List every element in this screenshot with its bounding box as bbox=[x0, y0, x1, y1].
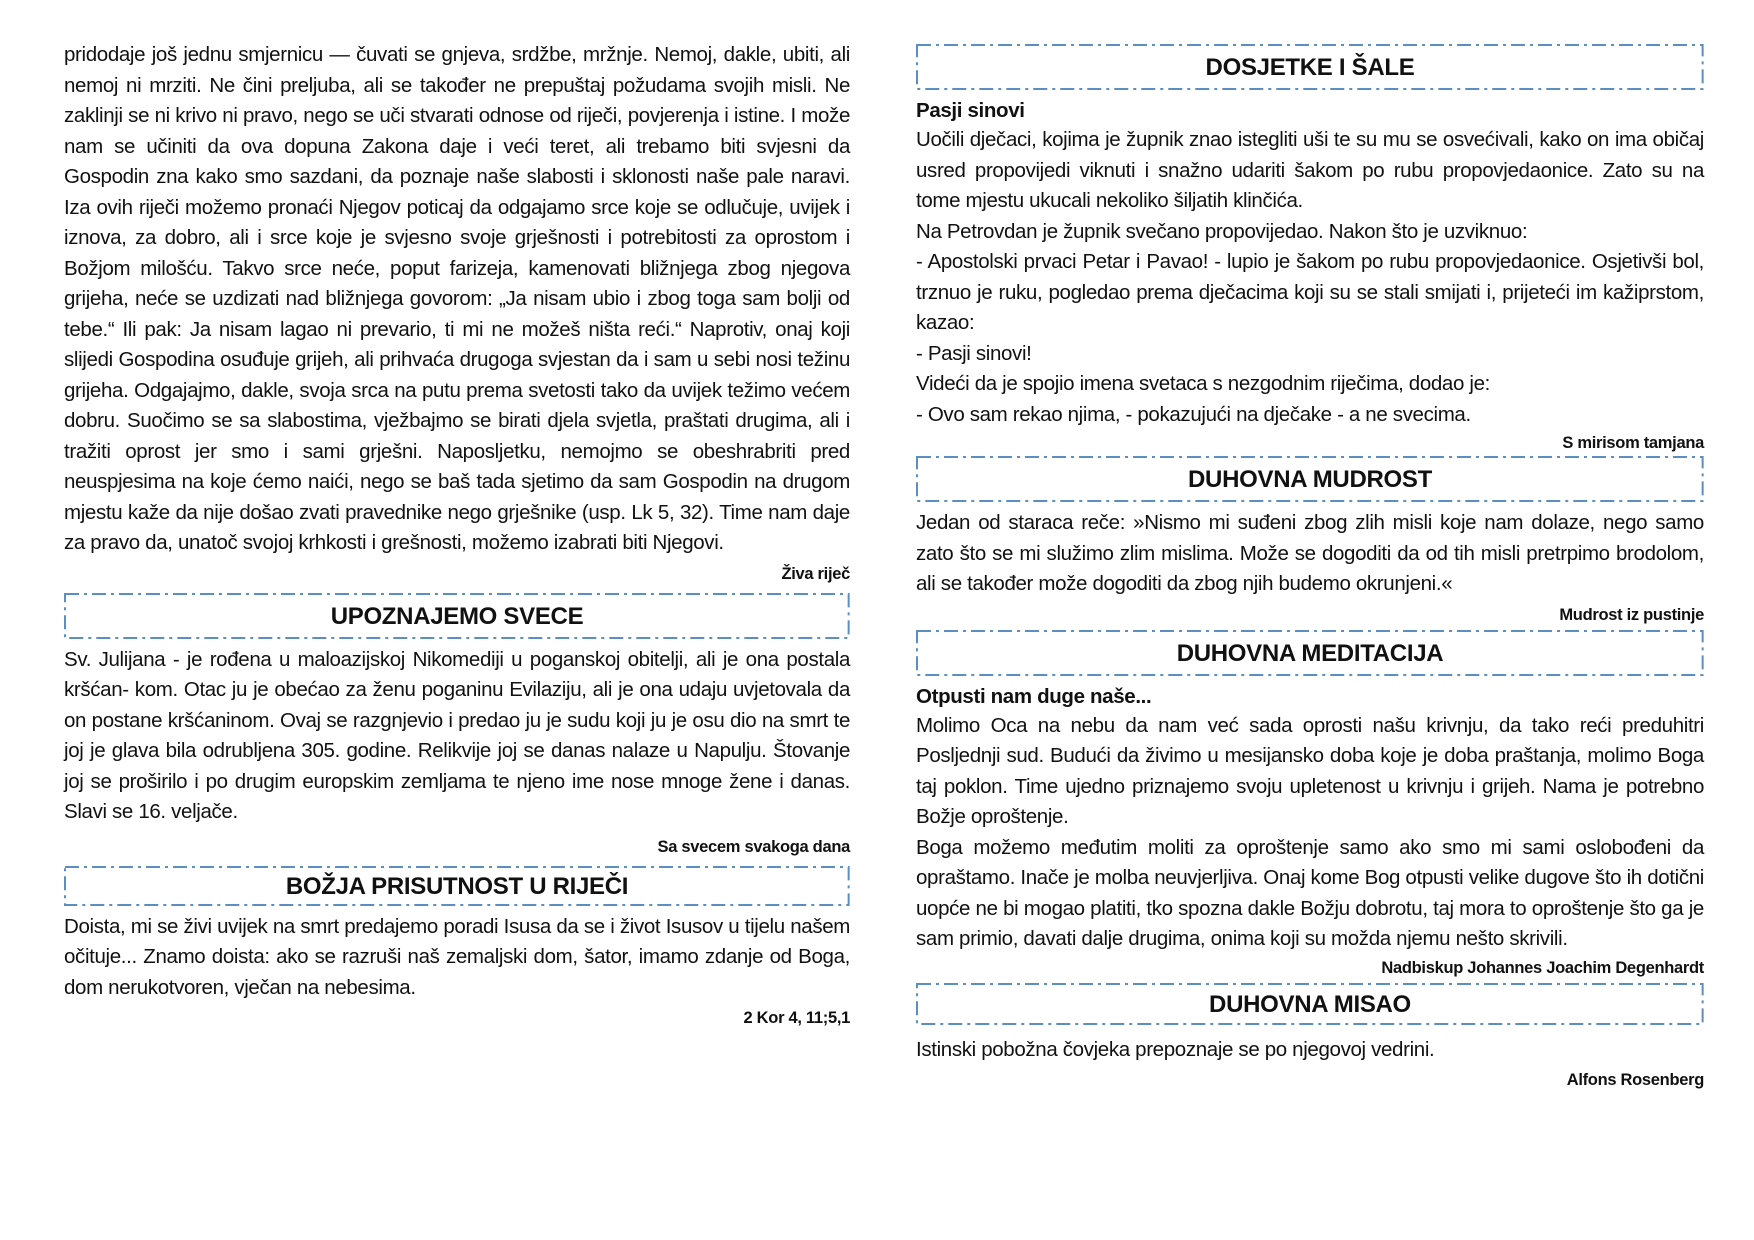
intro-section bbox=[64, 40, 850, 587]
joke-line: Uočili dječaci, kojima je župnik znao istegliti uši te su mu se osvećivali, kako on ima običaj usred propovijedi viknuti i snažno udariti šakom po rubu propovjedaonice. Zato su na tome mjestu ukucali nekoliko šiljatih klinčića. bbox=[916, 128, 1704, 212]
meditation-source: Nadbiskup Johannes Joachim Degenhardt bbox=[1381, 958, 1704, 977]
jokes-subtitle: Pasji sinovi bbox=[916, 99, 1025, 122]
section-heading-box bbox=[916, 456, 1704, 502]
section-heading-box bbox=[64, 866, 850, 906]
meditation-subtitle: Otpusti nam duge naše... bbox=[916, 684, 1152, 708]
thought-paragraph: Istinski pobožna čovjeka prepoznaje se po njegovoj vedrini. bbox=[916, 1037, 1435, 1061]
section-heading-box bbox=[64, 593, 850, 639]
meditation-section bbox=[916, 630, 1704, 981]
meditation-paragraph: Molimo Oca na nebu da nam već sada oprosti našu krivnju, da tako reći preduhitri Posljednji sud. Budući da živimo u mesijansko doba koje je doba praštanja, molimo Boga taj poklon. Time ujedno priznajemo svoju upletenost u krivnju i grijeh. Nama je potrebno Božje oproštenje. bbox=[916, 713, 1704, 828]
wisdom-heading: DUHOVNA MUDROST bbox=[1188, 466, 1432, 493]
joke-line: - Ovo sam rekao njima, - pokazujući na dječake - a ne svecima. bbox=[916, 402, 1471, 426]
presence-heading: BOŽJA PRISUTNOST U RIJEČI bbox=[285, 872, 629, 900]
wisdom-source: Mudrost iz pustinje bbox=[1559, 605, 1704, 624]
thought-heading: DUHOVNA MISAO bbox=[1209, 990, 1411, 1018]
joke-line: Videći da je spojio imena svetaca s nezgodnim riječima, dodao je: bbox=[916, 372, 1490, 395]
wisdom-section bbox=[916, 456, 1704, 628]
thought-section bbox=[916, 983, 1704, 1094]
saints-section bbox=[64, 593, 850, 860]
wisdom-paragraph: Jedan od staraca reče: »Nismo mi suđeni zbog zlih misli koje nam dolaze, nego samo zato što se mi služimo zlim mislima. Može se dogoditi da od tih misli pretrpimo brodolom, ali se također može dogoditi da zbog njih budemo okrunjeni.« bbox=[916, 511, 1704, 595]
meditation-heading: DUHOVNA MEDITACIJA bbox=[1176, 639, 1444, 667]
intro-paragraph: pridodaje još jednu smjernicu — čuvati se gnjeva, srdžbe, mržnje. Nemoj, dakle, ubiti, ali nemoj ni mrziti. Ne čini preljuba, ali se također ne prepuštaj požudama svojih misli. Ne zaklinji se ni krivo ni pravo, nego se uči stvarati odnose od riječi, povjerenja i istine. I može nam se učiniti da ova dopuna Zakona daje i veći teret, ali trebamo biti svjesni da Gospodin zna kako smo sazdani, da poznaje naše slabosti i sklonosti naše pale naravi. Iza ovih riječi možemo pronaći Njegov poticaj da odgajamo srce koje se odlučuje, uvijek i iznova, za dobro, ali i srce koje je svjesno svoje grješnosti i potrebitosti za oprostom i Božjom milošću. Takvo srce neće, poput farizeja, kamenovati bližnjega zbog njegova grijeha, neće se uzdizati nad bližnjega govorom: „Ja nisam ubio i zbog toga sam bolji od tebe.“ Ili pak: Ja nisam lagao ni prevario, ti mi ne možeš ništa reći.“ Naprotiv, onaj koji slijedi Gospodina osuđuje grijeh, ali prihvaća drugoga svjestan da i sam u sebi nosi težinu grijeha. Odgajajmo, dakle, svoja srca na putu prema svetosti tako da uvijek težimo većem dobru. Suočimo se sa slabostima, vježbajmo se birati djela svjetla, praštati drugima, ali i tražiti oprost jer smo i sami grješni. Naposljetku, nemojmo se obeshrabriti pred neuspjesima na koje ćemo naići, nego se baš tada sjetimo da sam Gospodin na drugom mjestu kaže da nije došao zvati pravednike nego grješnike (usp. Lk 5, 32). Time nam daje za pravo da, unatoč svojoj krhkosti i grešnosti, možemo izabrati biti Njegovi. bbox=[64, 43, 850, 554]
meditation-paragraph: Boga možemo međutim moliti za oproštenje samo ako smo mi sami oslobođeni da opraštamo. Inače je molba neuvjerljiva. Onaj kome Bog otpusti velike dugove što ih dotični uopće ne bi mogao platiti, tko spozna dakle Božju dobrotu, taj mora to oproštenje što ga je sam primio, davati dalje drugima, onima koji su možda njemu nešto skrivili. bbox=[916, 835, 1704, 950]
right-column bbox=[916, 44, 1704, 1093]
presence-section bbox=[64, 866, 850, 1032]
joke-line: - Pasji sinovi! bbox=[916, 341, 1032, 365]
jokes-section bbox=[916, 44, 1704, 456]
section-heading-box bbox=[916, 630, 1704, 676]
jokes-source: S mirisom tamjana bbox=[1562, 434, 1704, 452]
saints-heading: UPOZNAJEMO SVECE bbox=[330, 602, 584, 630]
presence-paragraph: Doista, mi se živi uvijek na smrt predajemo poradi Isusa da se i život Isusov u tijelu našem očituje... Znamo doista: ako se razruši naš zemaljski dom, šator, imamo zdanje od Boga, dom nerukotvoren, vječan na nebesima. bbox=[64, 914, 850, 999]
section-heading-box bbox=[916, 44, 1704, 90]
joke-line: - Apostolski prvaci Petar i Pavao! - lupio je šakom po rubu propovjedaonice. Osjetivši bol, trznuo je ruku, pogledao prema dječacima koji su se stali smijati i, prijeteći im kažiprstom, kazao: bbox=[916, 250, 1704, 334]
section-heading-box bbox=[916, 983, 1704, 1025]
presence-source: 2 Kor 4, 11;5,1 bbox=[743, 1009, 850, 1027]
saints-paragraph: Sv. Julijana - je rođena u maloazijskoj Nikomediji u poganskoj obitelji, ali je ona postala kršćan- kom. Otac ju je obećao za ženu poganinu Evilaziju, ali je ona udaju uvjetovala da on postane kršćaninom. Ovaj se razgnjevio i predao ju je sudu koji ju je osu dio na smrt te joj je glava bila odrubljena 305. godine. Relikvije joj se danas nalaze u Napulju. Štovanje joj se proširilo i po drugim europskim zemljama te njeno ime nose mnoge žene i danas. Slavi se 16. veljače. bbox=[64, 647, 850, 823]
left-column bbox=[64, 40, 850, 1031]
thought-source: Alfons Rosenberg bbox=[1566, 1071, 1704, 1089]
jokes-heading: DOSJETKE I ŠALE bbox=[1205, 54, 1415, 81]
joke-line: Na Petrovdan je župnik svečano propovijedao. Nakon što je uzviknuo: bbox=[916, 219, 1528, 243]
saints-source: Sa svecem svakoga dana bbox=[657, 837, 850, 856]
intro-source: Živa riječ bbox=[781, 564, 850, 583]
